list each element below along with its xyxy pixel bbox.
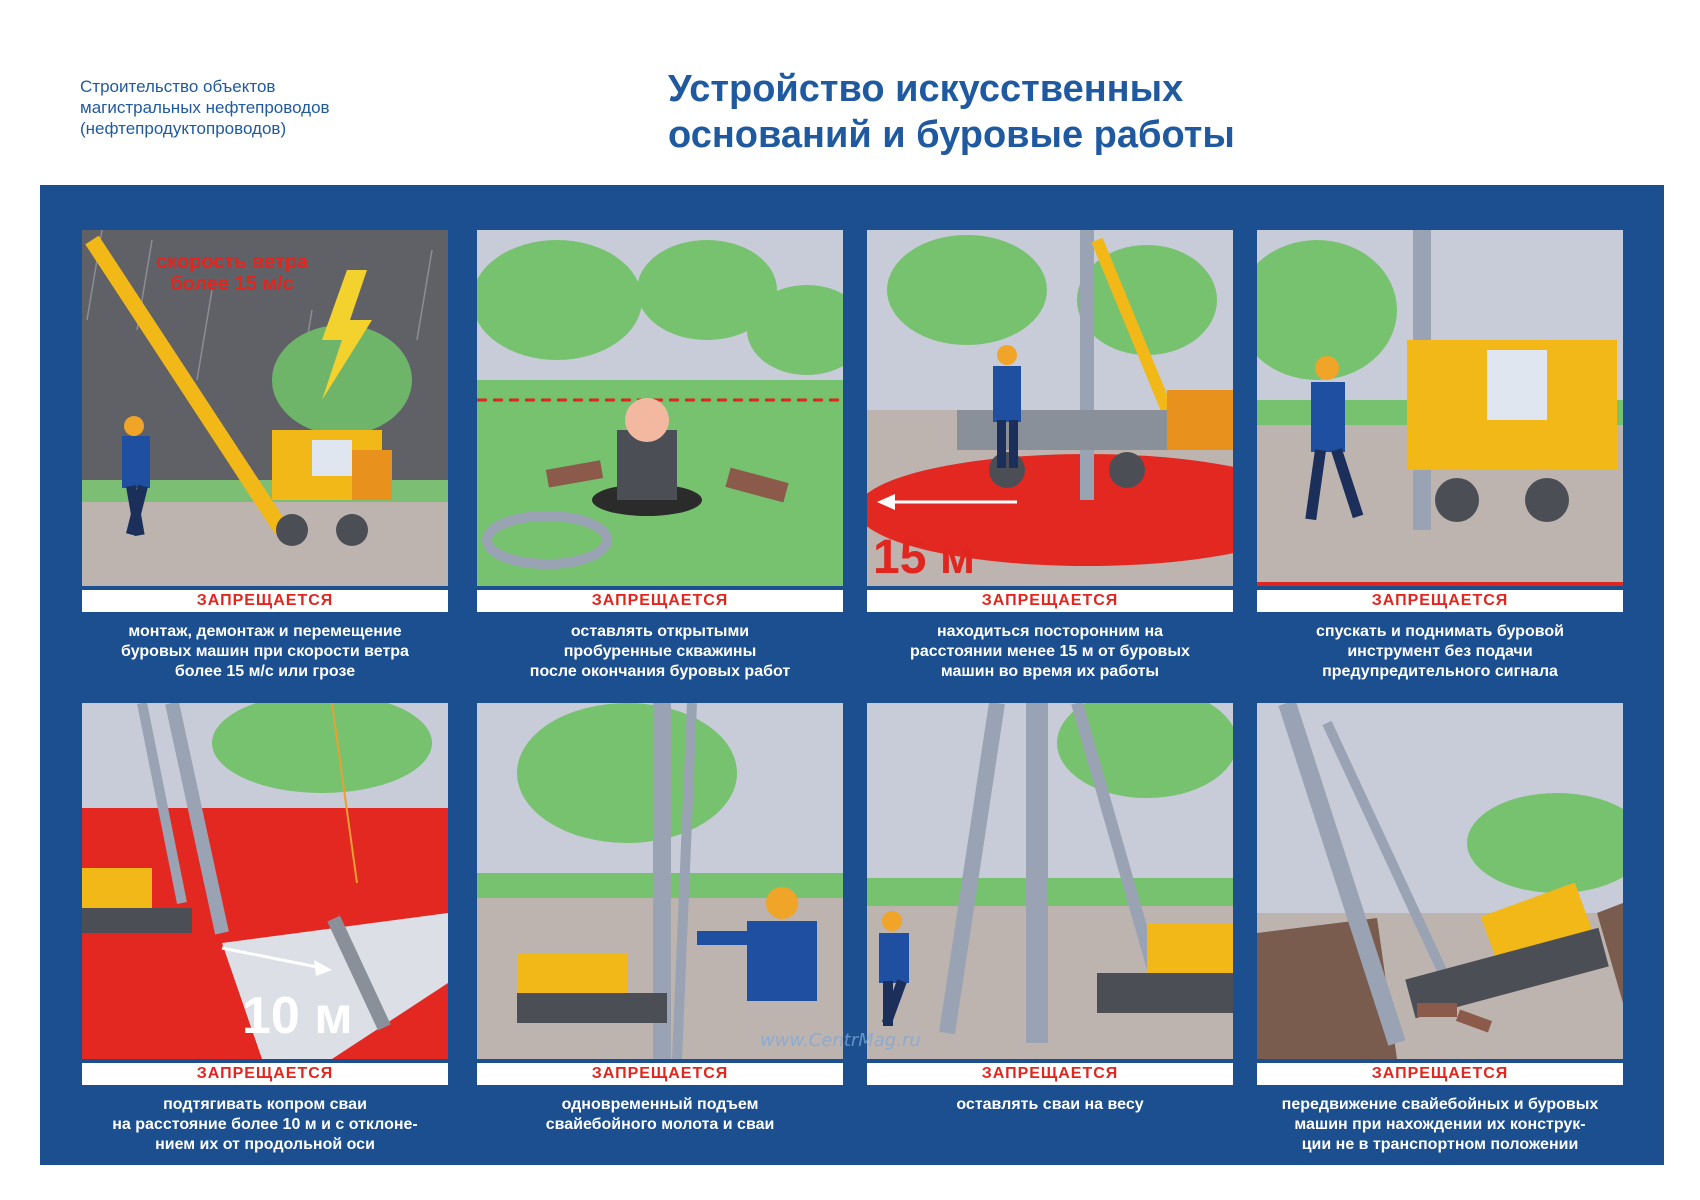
illustration (1257, 230, 1623, 586)
rule-line: буровых машин при скорости ветра (121, 643, 409, 660)
illustration (477, 230, 843, 586)
illustration (82, 703, 448, 1059)
distance-overlay: 10 м (242, 987, 353, 1045)
rule-line: оставлять сваи на весу (956, 1096, 1144, 1113)
rule-line: спускать и поднимать буровой (1316, 623, 1564, 640)
rule-line: машин при нахождении их конструк- (1294, 1116, 1586, 1133)
rule-line: более 15 м/с или грозе (174, 663, 356, 680)
rules-panel (40, 185, 1664, 1165)
illustration (867, 703, 1233, 1059)
tipping-rig-illustration (1257, 703, 1623, 1059)
rule-description (1245, 1095, 1635, 1155)
rule-line: пробуренные скважины (563, 643, 757, 660)
rule-description (465, 622, 855, 682)
rule-description (855, 622, 1245, 682)
rule-line: инструмент без подачи (1347, 643, 1533, 660)
watermark: www.CentrMag.ru (760, 1030, 921, 1051)
page-title (668, 66, 1648, 158)
rule-line: монтаж, демонтаж и перемещение (128, 623, 402, 640)
prohibition-label: ЗАПРЕЩАЕТСЯ (1257, 590, 1623, 612)
organization-caption (80, 76, 500, 139)
title-line: Устройство искусственных (668, 68, 1184, 110)
title-line: оснований и буровые работы (668, 114, 1235, 156)
rule-description (465, 1095, 855, 1135)
rule-description (70, 622, 460, 682)
rule-line: после окончания буровых работ (529, 663, 791, 680)
org-line: Строительство объектов (80, 77, 276, 96)
wind-speed-overlay: скорость ветра (155, 251, 309, 273)
rule-line: на расстояние более 10 м и с отклоне- (112, 1116, 418, 1133)
illustration (1257, 703, 1623, 1059)
danger-zone-illustration (867, 230, 1233, 586)
hammer-lift-illustration (477, 703, 843, 1059)
wind-speed-overlay: более 15 м/с (170, 273, 294, 295)
rule-line: ции не в транспортном положении (1301, 1136, 1579, 1153)
org-line: (нефтепродуктопроводов) (80, 119, 287, 138)
distance-overlay: 15 м (873, 531, 976, 584)
rule-line: свайебойного молота и сваи (545, 1116, 775, 1133)
rule-line: предупредительного сигнала (1322, 663, 1558, 680)
hanging-pile-illustration (867, 703, 1233, 1059)
illustration (82, 230, 448, 586)
rule-line: машин во время их работы (940, 663, 1160, 680)
pile-pull-illustration (82, 703, 448, 1059)
prohibition-label: ЗАПРЕЩАЕТСЯ (867, 590, 1233, 612)
open-well-illustration (477, 230, 843, 586)
rule-line: подтягивать копром сваи (163, 1096, 367, 1113)
rule-description (70, 1095, 460, 1155)
rule-line: одновременный подъем (561, 1096, 759, 1113)
prohibition-label: ЗАПРЕЩАЕТСЯ (477, 590, 843, 612)
storm-crane-illustration (82, 230, 448, 586)
illustration (477, 703, 843, 1059)
rule-line: оставлять открытыми (570, 623, 750, 640)
rule-line: передвижение свайебойных и буровых (1281, 1096, 1599, 1113)
prohibition-label: ЗАПРЕЩАЕТСЯ (867, 1063, 1233, 1085)
illustration (867, 230, 1233, 586)
prohibition-label: ЗАПРЕЩАЕТСЯ (82, 1063, 448, 1085)
drill-signal-illustration (1257, 230, 1623, 586)
prohibition-label: ЗАПРЕЩАЕТСЯ (477, 1063, 843, 1085)
rule-description (855, 1095, 1245, 1115)
org-line: магистральных нефтепроводов (80, 98, 330, 117)
rule-line: находиться посторонним на (936, 623, 1164, 640)
prohibition-label: ЗАПРЕЩАЕТСЯ (82, 590, 448, 612)
rule-line: нием их от продольной оси (155, 1136, 375, 1153)
rule-description (1245, 622, 1635, 682)
rule-line: расстоянии менее 15 м от буровых (910, 643, 1190, 660)
prohibition-label: ЗАПРЕЩАЕТСЯ (1257, 1063, 1623, 1085)
